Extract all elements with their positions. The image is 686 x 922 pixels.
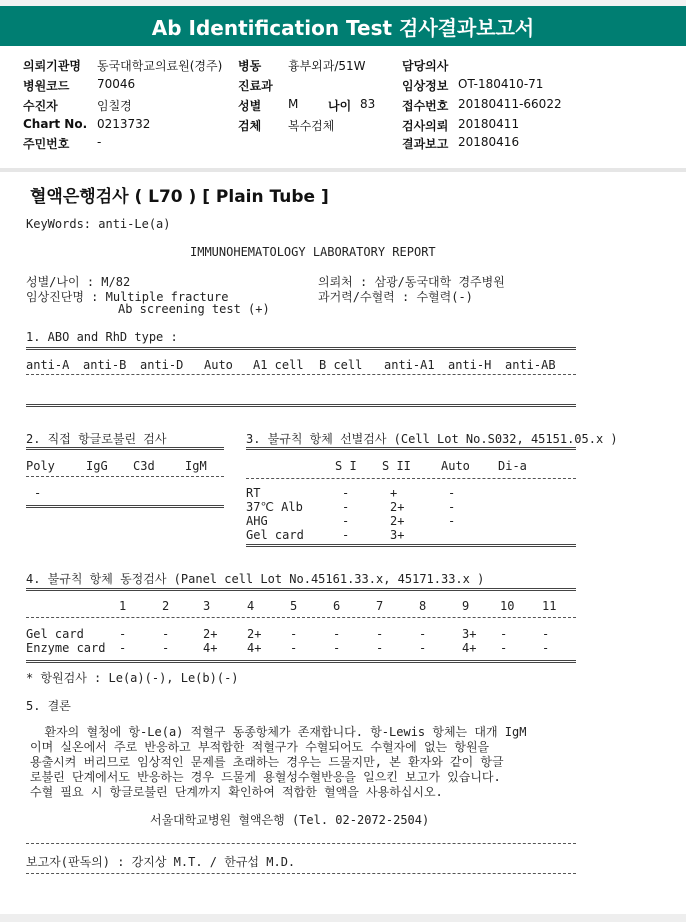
screening-value: - — [342, 514, 350, 528]
abo-column-header: B cell — [319, 358, 363, 372]
header-label: 접수번호 — [402, 99, 449, 113]
header-value: M — [288, 97, 299, 111]
screening-value: - — [448, 486, 456, 500]
divider — [26, 374, 576, 375]
screening-value: - — [448, 500, 456, 514]
divider — [246, 544, 576, 547]
panel-row-label: Enzyme card — [26, 641, 106, 655]
divider — [26, 660, 576, 663]
header-label: 수진자 — [23, 99, 58, 113]
header-value: 동국대학교의료원(경주) — [97, 59, 223, 73]
header-label: 주민번호 — [23, 137, 70, 151]
screening-value: - — [342, 528, 350, 542]
header-label: 나이 — [328, 99, 352, 113]
divider — [26, 476, 224, 477]
panel-value: - — [542, 627, 550, 641]
panel-column-header: 4 — [247, 599, 255, 613]
divider — [246, 478, 576, 479]
panel-value: 4+ — [462, 641, 477, 655]
panel-value: 4+ — [203, 641, 218, 655]
blood-bank: 서울대학교병원 혈액은행 (Tel. 02-2072-2504) — [150, 813, 430, 827]
panel-value: 4+ — [247, 641, 262, 655]
abo-column-header: anti-H — [448, 358, 492, 372]
abo-section-title: 1. ABO and RhD type : — [26, 330, 178, 344]
panel-value: - — [376, 641, 384, 655]
header-label: 임상정보 — [402, 79, 449, 93]
header-value: 복수검체 — [288, 119, 335, 133]
screening-column-header: S I — [335, 459, 357, 473]
header-value: - — [97, 135, 102, 149]
screening-value: 2+ — [390, 514, 405, 528]
header-value: OT-180410-71 — [458, 77, 544, 91]
dat-column-header: Poly — [26, 459, 55, 473]
header-label: Chart No. — [23, 117, 88, 131]
panel-value: - — [419, 641, 427, 655]
screening-value: 2+ — [390, 500, 405, 514]
divider — [26, 347, 576, 350]
panel-value: 2+ — [247, 627, 262, 641]
panel-row-label: Gel card — [26, 627, 84, 641]
conclusion-text — [30, 725, 526, 800]
header-label: 결과보고 — [402, 137, 449, 151]
header-label: 검사의뢰 — [402, 119, 449, 133]
abo-column-header: A1 cell — [253, 358, 304, 372]
abo-column-header: Auto — [204, 358, 233, 372]
panel-column-header: 3 — [203, 599, 211, 613]
conclusion-line: 로불린 단계에서도 반응하는 경우 드물게 용혈성수혈반응을 일으킨 보고가 있습니다. — [30, 770, 501, 784]
panel-column-header: 11 — [542, 599, 557, 613]
dat-column-header: IgG — [86, 459, 108, 473]
screening-value: + — [390, 486, 398, 500]
panel-value: - — [376, 627, 384, 641]
section-title: 혈액은행검사 ( L70 ) [ Plain Tube ] — [30, 187, 329, 207]
diagnosis: 임상진단명 : Multiple fracture — [26, 290, 229, 304]
panel-column-header: 2 — [162, 599, 170, 613]
panel-section-title: 4. 불규칙 항체 동정검사 (Panel cell Lot No.45161.33.x, 45171.33.x ) — [26, 572, 485, 586]
conclusion-line: 이며 실온에서 주로 반응하고 부적합한 적혈구가 수혈되어도 수혈자에 없는 항원을 — [30, 740, 490, 754]
panel-column-header: 9 — [462, 599, 470, 613]
lab-report-title: IMMUNOHEMATOLOGY LABORATORY REPORT — [190, 245, 436, 259]
screening-value: - — [342, 500, 350, 514]
report-title: Ab Identification Test 검사결과보고서 — [0, 6, 686, 46]
divider — [26, 505, 224, 508]
divider — [26, 843, 576, 844]
abo-column-header: anti-A1 — [384, 358, 435, 372]
panel-column-header: 8 — [419, 599, 427, 613]
screening-column-header: Auto — [441, 459, 470, 473]
panel-value: 3+ — [462, 627, 477, 641]
panel-column-header: 7 — [376, 599, 384, 613]
divider — [26, 447, 224, 450]
conclusion-line: 수혈 필요 시 항글로불린 단계까지 확인하여 적합한 혈액을 사용하십시오. — [30, 785, 443, 799]
header-value: 83 — [360, 97, 376, 111]
header-label: 담당의사 — [402, 59, 449, 73]
conclusion-title: 5. 결론 — [26, 699, 71, 713]
panel-value: - — [119, 641, 127, 655]
header-label: 진료과 — [238, 79, 273, 93]
section-divider — [0, 168, 686, 172]
screening-column-header: Di-a — [498, 459, 527, 473]
screening-value: - — [342, 486, 350, 500]
abo-column-header: anti-A — [26, 358, 70, 372]
dat-section-title: 2. 직접 항글로불린 검사 — [26, 432, 167, 446]
sex-age: 성별/나이 : M/82 — [26, 275, 131, 289]
conclusion-line: 용출시켜 버리므로 임상적인 문제를 초래하는 경우는 드물지만, 본 환자와 같이 항글 — [30, 755, 504, 769]
keywords: KeyWords: anti-Le(a) — [26, 217, 171, 231]
conclusion-line: 환자의 혈청에 항-Le(a) 적혈구 동종항체가 존재합니다. 항-Lewis 항체는 대개 IgM — [30, 725, 527, 739]
screening-row-label: Gel card — [246, 528, 304, 542]
header-value: 70046 — [97, 77, 136, 91]
header-value: 20180411 — [458, 117, 520, 131]
panel-value: - — [162, 627, 170, 641]
panel-value: - — [290, 627, 298, 641]
dat-value: - — [34, 486, 42, 500]
panel-value: 2+ — [203, 627, 218, 641]
antigen-test: * 항원검사 : Le(a)(-), Le(b)(-) — [26, 671, 239, 685]
header-value: 흉부외과/51W — [288, 59, 366, 73]
header-value: 20180411-66022 — [458, 97, 562, 111]
panel-value: - — [333, 641, 341, 655]
screening-section-title: 3. 불규칙 항체 선별검사 (Cell Lot No.S032, 45151.05.x ) — [246, 432, 618, 446]
header-value: 20180416 — [458, 135, 520, 149]
screening-result: Ab screening test (+) — [118, 302, 270, 316]
divider — [26, 404, 576, 407]
dat-column-header: C3d — [133, 459, 155, 473]
requester: 의뢰처 : 삼광/동국대학 경주병원 — [318, 275, 505, 289]
panel-value: - — [500, 627, 508, 641]
abo-column-header: anti-B — [83, 358, 127, 372]
bottom-strip — [0, 914, 686, 922]
header-value: 0213732 — [97, 117, 151, 131]
transfusion-history: 과거력/수혈력 : 수혈력(-) — [318, 290, 473, 304]
divider — [246, 447, 576, 450]
screening-value: 3+ — [390, 528, 405, 542]
header-label: 검체 — [238, 119, 262, 133]
abo-column-header: anti-AB — [505, 358, 556, 372]
panel-column-header: 5 — [290, 599, 298, 613]
panel-value: - — [500, 641, 508, 655]
header-value: 임칠경 — [97, 99, 132, 113]
panel-value: - — [542, 641, 550, 655]
panel-value: - — [333, 627, 341, 641]
divider — [26, 873, 576, 874]
panel-value: - — [119, 627, 127, 641]
header-label: 의뢰기관명 — [23, 59, 81, 73]
divider — [26, 617, 576, 618]
panel-column-header: 10 — [500, 599, 515, 613]
panel-value: - — [162, 641, 170, 655]
header-label: 병원코드 — [23, 79, 70, 93]
dat-column-header: IgM — [185, 459, 207, 473]
screening-row-label: 37℃ Alb — [246, 500, 303, 514]
screening-column-header: S II — [382, 459, 411, 473]
screening-row-label: RT — [246, 486, 261, 500]
panel-value: - — [419, 627, 427, 641]
abo-column-header: anti-D — [140, 358, 184, 372]
divider — [26, 588, 576, 591]
panel-column-header: 1 — [119, 599, 127, 613]
panel-column-header: 6 — [333, 599, 341, 613]
header-label: 성별 — [238, 99, 262, 113]
screening-value: - — [448, 514, 456, 528]
reporter: 보고자(판독의) : 강지상 M.T. / 한규섭 M.D. — [26, 855, 296, 869]
header-label: 병동 — [238, 59, 262, 73]
screening-row-label: AHG — [246, 514, 268, 528]
panel-value: - — [290, 641, 298, 655]
